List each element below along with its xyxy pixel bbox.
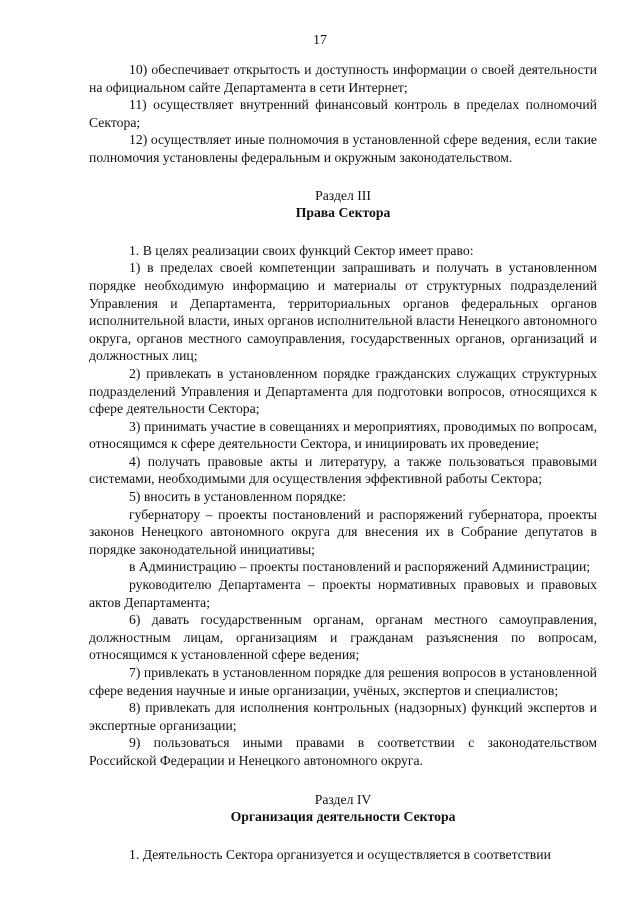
section-3-para: губернатору – проекты постановлений и распоряжений губернатора, проекты законов Ненецкого автономного округа для внесения их в Собрание депутатов в порядке законодательной инициативы;: [89, 506, 597, 557]
section-3-para: 4) получать правовые акты и литературу, а также пользоваться правовыми системами, необходимыми для осуществления эффективной работы Сектора;: [89, 453, 597, 487]
section-3-para: руководителю Департамента – проекты нормативных правовых и правовых актов Департамента;: [89, 577, 597, 610]
section-3-para: 7) привлекать в установленном порядке для решения вопросов в установленной сфере ведения научные и иные организации, учёных, экспертов и специалистов;: [89, 665, 597, 698]
section-4-title: Организация деятельности Сектора: [230, 809, 456, 825]
page-number: 17: [313, 33, 327, 48]
section-4-para: 1. Деятельность Сектора организуется и осуществляется в соответствии: [129, 846, 551, 862]
item-12: 12) осуществляет иные полномочия в установленной сфере ведения, если такие полномочия установлены федеральным и окружным законодательством.: [89, 132, 597, 165]
section-3-title: Права Сектора: [295, 205, 391, 221]
section-3-para: 1) в пределах своей компетенции запрашивать и получать в установленном порядке необходимую информацию и материалы от структурных подразделений Управления и Департамента, территориальных органов федеральных органов исполнительной власти, иных органов исполнительной власти Ненецкого автономного округа, органов местного самоуправления, государственных органов, организаций и должностных лиц;: [89, 260, 597, 364]
section-3-label: Раздел III: [315, 187, 371, 203]
section-3-para: 2) привлекать в установленном порядке гражданских служащих структурных подразделений Управления и Департамента для подготовки вопросов, относящихся к сфере деятельности Сектора;: [89, 365, 597, 417]
section-3-para: 9) пользоваться иными правами в соответствии с законодательством Российской Федерации и Ненецкого автономного округа.: [89, 735, 597, 768]
section-4-label: Раздел IV: [314, 791, 372, 807]
document-body: [89, 61, 597, 863]
section-3-para: 3) принимать участие в совещаниях и мероприятиях, проводимых по вопросам, относящимся к сфере деятельности Сектора, и инициировать их проведение;: [89, 418, 597, 452]
section-3-para: 8) привлекать для исполнения контрольных (надзорных) функций экспертов и экспертные организации;: [89, 700, 597, 733]
item-10: 10) обеспечивает открытость и доступность информации о своей деятельности на официальном сайте Департамента в сети Интернет;: [89, 62, 597, 95]
section-3-para: 1. В целях реализации своих функций Сектор имеет право:: [129, 242, 474, 258]
section-3-para: 5) вносить в установленном порядке:: [129, 489, 347, 505]
section-3-para: 6) давать государственным органам, органам местного самоуправления, должностным лицам, организациям и гражданам разъяснения по вопросам, относящимся к установленной сфере ведения;: [89, 612, 597, 663]
section-3-para: в Администрацию – проекты постановлений и распоряжений Администрации;: [129, 559, 591, 575]
item-11: 11) осуществляет внутренний финансовый контроль в пределах полномочий Сектора;: [89, 97, 597, 130]
